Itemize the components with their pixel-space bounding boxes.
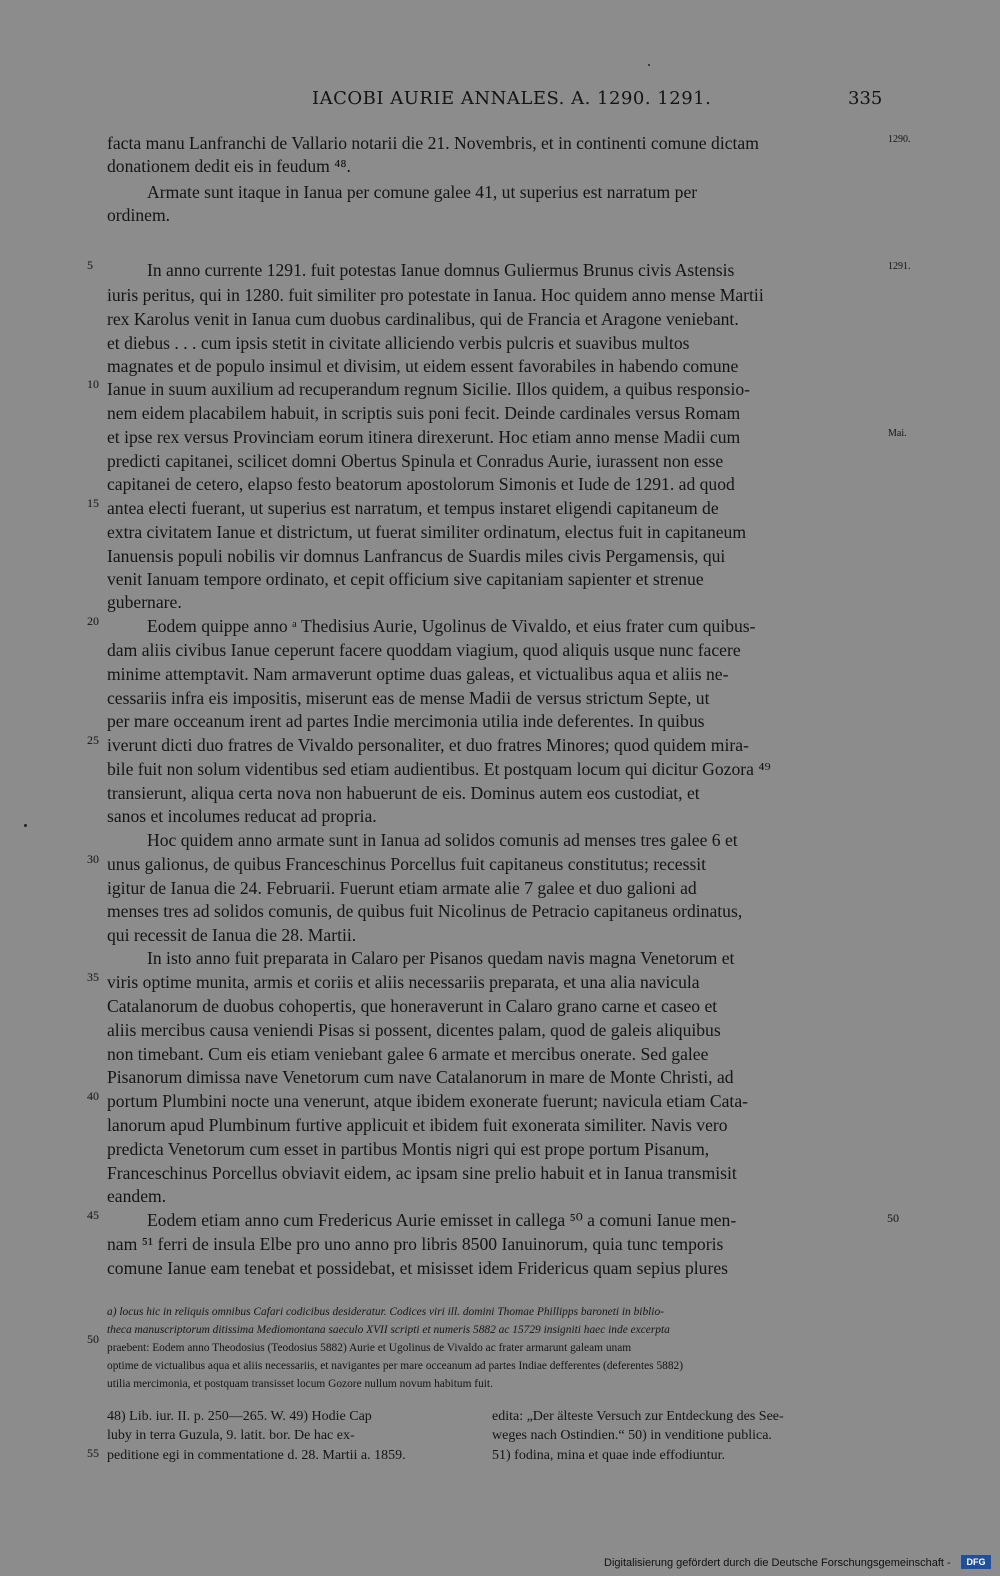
- line-number: 20: [87, 614, 99, 628]
- footnote-line-right: edita: „Der älteste Versuch zur Entdeckung des See-: [492, 1409, 784, 1424]
- line-number: 25: [87, 733, 99, 747]
- footnote-line-left: luby in terra Guzula, 9. latit. bor. De hac ex-: [107, 1428, 355, 1443]
- line-number: 55: [87, 1446, 99, 1460]
- text-line: aliis mercibus causa veniendi Pisas si possent, dicentes palam, quod de galeis aliquibus: [107, 1020, 721, 1040]
- paragraph-start-line: Hoc quidem anno armate sunt in Ianua ad solidos comunis ad menses tres galee 6 et: [147, 830, 738, 850]
- line-number: 45: [87, 1208, 99, 1222]
- text-line: extra civitatem Ianue et districtum, ut fuerat similiter ordinatum, electus fuit in capitaneum: [107, 522, 747, 542]
- margin-year-note: Mai.: [888, 428, 907, 439]
- text-line: venit Ianuam tempore ordinato, et cepit officium sive capitaniam sapienter et strenue: [107, 569, 704, 589]
- text-line: ordinem.: [107, 205, 171, 225]
- paragraph-start-line: Eodem etiam anno cum Fredericus Aurie emisset in callega ⁵⁰ a comuni Ianue men-: [147, 1210, 737, 1230]
- text-line: dam aliis civibus Ianue ceperunt facere quoddam viagium, quod aliquis usque nunc facere: [107, 640, 741, 660]
- line-number: 30: [87, 852, 99, 866]
- text-line: iverunt dicti duo fratres de Vivaldo personaliter, et duo fratres Minores; quod quidem mira-: [107, 735, 749, 755]
- page-number: 335: [848, 88, 883, 109]
- dfg-logo: DFG: [961, 1555, 991, 1569]
- running-header: [0, 88, 1000, 118]
- text-line: transierunt, aliqua certa nova non habuerunt de eis. Dominus autem eos custodiat, et: [107, 783, 700, 803]
- margin-line-number: 50: [887, 1211, 899, 1225]
- text-line: Ianue in suum auxilium ad recuperandum regnum Sicilie. Illos quidem, a quibus responsio-: [107, 379, 751, 399]
- text-line: minime attemptavit. Nam armaverunt optime duas galeas, et victualibus aqua et aliis ne-: [107, 664, 729, 684]
- digitization-banner: Digitalisierung gefördert durch die Deutsche Forschungsgemeinschaft -: [604, 1557, 951, 1569]
- line-number: 50: [87, 1332, 99, 1346]
- text-line: predicti capitanei, scilicet domni Obertus Spinula et Conradus Aurie, iurassent non esse: [107, 451, 724, 471]
- text-line: bile fuit non solum videntibus sed etiam audientibus. Et postquam locum qui dicitur Gozora ⁴⁹: [107, 759, 771, 779]
- paragraph-start-line: Eodem quippe anno ᵃ Thedisius Aurie, Ugolinus de Vivaldo, et eius frater cum quibus-: [147, 616, 756, 636]
- text-line: donationem dedit eis in feudum ⁴⁸.: [107, 156, 351, 176]
- text-line: menses tres ad solidos comunis, de quibus fuit Nicolinus de Petracio capitaneus ordinatus,: [107, 901, 743, 921]
- text-line: cessariis infra eis impositis, miserunt eas de mense Madii de versus strictum Septe, ut: [107, 688, 710, 708]
- line-number: 35: [87, 970, 99, 984]
- scan-speck: [648, 64, 650, 66]
- text-line: eandem.: [107, 1186, 167, 1206]
- text-line: Franceschinus Porcellus obviavit eidem, ac ipsam sine prelio habuit et in Ianua transmisit: [107, 1163, 737, 1183]
- text-line: gubernare.: [107, 592, 182, 612]
- text-line: qui recessit de Ianua die 28. Martii.: [107, 925, 357, 945]
- text-line: antea electi fuerant, ut superius est narratum, et tempus instaret eligendi capitaneum de: [107, 498, 719, 518]
- text-line: nem eidem placabilem habuit, in scriptis suis poni fecit. Deinde cardinales versus Romam: [107, 403, 741, 423]
- text-line: predicta Venetorum cum esset in partibus Montis nigri qui est prope portum Pisanum,: [107, 1139, 710, 1159]
- text-line: et ipse rex versus Provinciam eorum itinera direxerunt. Hoc etiam anno mense Madii cum: [107, 427, 741, 447]
- line-number: 15: [87, 496, 99, 510]
- text-line: capitanei de cetero, elapso festo beatorum apostolorum Simonis et Iude de 1291. ad quod: [107, 474, 735, 494]
- footnote-line-right: 51) fodina, mina et quae inde effodiuntur.: [492, 1448, 726, 1463]
- text-line: Ianuensis populi nobilis vir domnus Lanfrancus de Suardis miles civis Pergamensis, qui: [107, 546, 726, 566]
- text-line: per mare occeanum irent ad partes Indie mercimonia utilia inde deferentes. In quibus: [107, 711, 705, 731]
- variant-note-line: praebent: Eodem anno Theodosius (Teodosius 5882) Aurie et Ugolinus de Vivaldo ac frater armarunt galeam unam: [107, 1342, 632, 1354]
- variant-note-line: a) locus hic in reliquis omnibus Cafari codicibus desideratur. Codices viri ill. domini Thomae Phillipps baroneti in biblio-: [107, 1306, 664, 1318]
- text-line: igitur de Ianua die 24. Februarii. Fuerunt etiam armate alie 7 galee et duo galioni ad: [107, 878, 697, 898]
- text-line: magnates et de populo insimul et divisim, ut eidem essent favorabiles in habendo comune: [107, 356, 739, 376]
- variant-note-line: theca manuscriptorum ditissima Mediomontana saeculo XVII scripti et numeris 5882 ac 15729 insigniti haec inde excerpta: [107, 1324, 670, 1336]
- paragraph-start-line: In isto anno fuit preparata in Calaro per Pisanos quedam navis magna Venetorum et: [147, 948, 735, 968]
- margin-year-note: 1291.: [888, 261, 911, 272]
- text-line: et diebus . . . cum ipsis stetit in civitate alliciendo verbis pulcris et suavibus multos: [107, 333, 690, 353]
- paragraph-start-line: In anno currente 1291. fuit potestas Ianue domnus Guliermus Brunus civis Astensis: [147, 260, 735, 280]
- paragraph-start-line: Armate sunt itaque in Ianua per comune galee 41, ut superius est narratum per: [147, 182, 698, 202]
- variant-note-line: optime de victualibus aqua et aliis necessariis, et navigantes per mare occeanum ad partes Indiae defferentes (deferentes 5882): [107, 1360, 684, 1372]
- text-line: portum Plumbini nocte una venerunt, atque ibidem exonerate fuerunt; navicula etiam Cata-: [107, 1091, 748, 1111]
- variant-note-line: utilia mercimonia, et postquam transisset locum Gozore nullum novum habitum fuit.: [107, 1378, 493, 1390]
- footnote-line-left: peditione egi in commentatione d. 28. Martii a. 1859.: [107, 1448, 406, 1463]
- text-line: viris optime munita, armis et coriis et aliis necessariis preparata, et una alia navicula: [107, 972, 700, 992]
- line-number: 40: [87, 1089, 99, 1103]
- text-line: facta manu Lanfranchi de Vallario notarii die 21. Novembris, et in continenti comune dictam: [107, 133, 759, 153]
- text-line: unus galionus, de quibus Franceschinus Porcellus fuit capitaneus constitutus; recessit: [107, 854, 707, 874]
- text-line: lanorum apud Plumbinum furtive applicuit et ibidem fuit exonerata similiter. Navis vero: [107, 1115, 728, 1135]
- running-title: IACOBI AURIE ANNALES. A. 1290. 1291.: [312, 88, 712, 109]
- text-line: comune Ianue eam tenebat et possidebat, et misisset idem Fridericus quam sepius plures: [107, 1258, 728, 1278]
- text-line: nam ⁵¹ ferri de insula Elbe pro uno anno pro libris 8500 Ianuinorum, quia tunc temporis: [107, 1234, 724, 1254]
- footnote-line-right: weges nach Ostindien.“ 50) in venditione publica.: [492, 1428, 772, 1443]
- line-number: 5: [87, 258, 93, 272]
- text-line: rex Karolus venit in Ianua cum duobus cardinalibus, qui de Francia et Aragone veniebant.: [107, 309, 739, 329]
- margin-year-note: 1290.: [888, 134, 911, 145]
- scan-speck: [24, 824, 27, 827]
- text-line: sanos et incolumes reducat ad propria.: [107, 806, 377, 826]
- footnote-line-left: 48) Lib. iur. II. p. 250—265. W. 49) Hodie Cap: [107, 1409, 372, 1424]
- text-line: Pisanorum dimissa nave Venetorum cum nave Catalanorum in mare de Monte Christi, ad: [107, 1067, 734, 1087]
- text-line: Catalanorum de duobus cohopertis, que honeraverunt in Calaro grano carne et caseo et: [107, 996, 718, 1016]
- line-number: 10: [87, 377, 99, 391]
- text-line: iuris peritus, qui in 1280. fuit similiter pro potestate in Ianua. Hoc quidem anno mense Martii: [107, 285, 764, 305]
- text-line: non timebant. Cum eis etiam veniebant galee 6 armate et mercibus onerate. Sed galee: [107, 1044, 709, 1064]
